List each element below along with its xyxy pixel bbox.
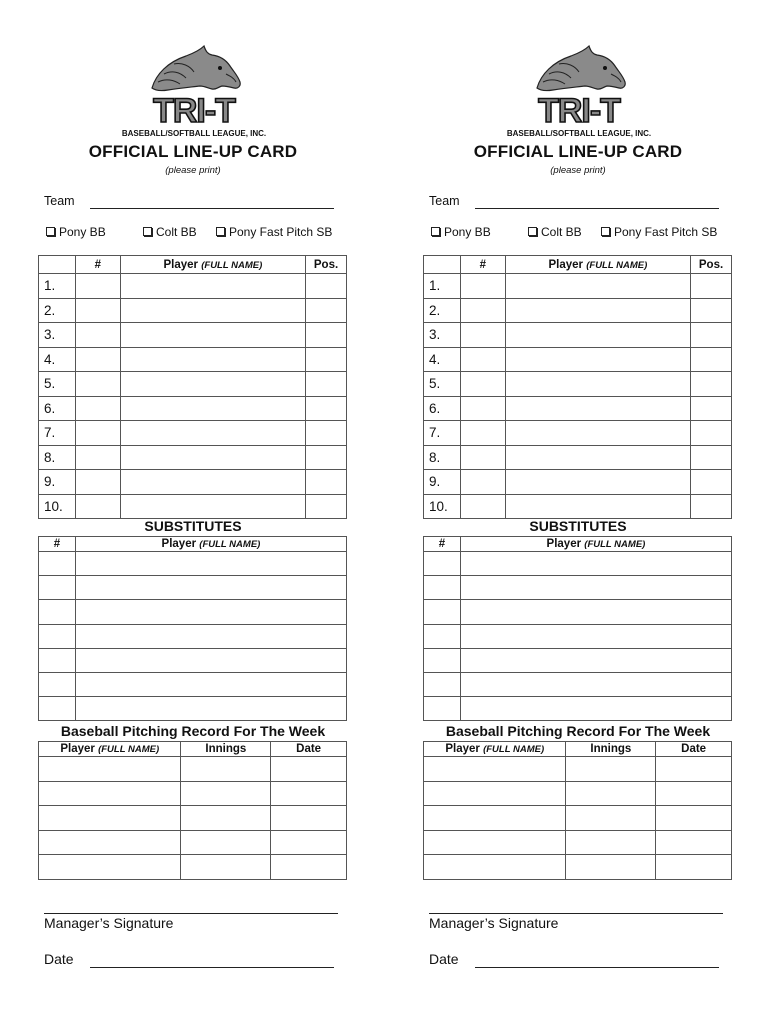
pitch-date-cell[interactable] [656, 855, 732, 880]
player-position-cell[interactable] [691, 347, 732, 372]
pitching-row [424, 757, 732, 782]
lineup-order: 7. [424, 421, 461, 446]
innings-cell[interactable] [566, 855, 656, 880]
substitutes-title: SUBSTITUTES [144, 518, 242, 534]
lineup-row [39, 396, 347, 421]
player-name-cell[interactable] [120, 323, 305, 348]
player-number-cell[interactable] [75, 421, 120, 446]
substitute-number-cell[interactable] [424, 648, 461, 672]
lineup-header-player: Player (FULL NAME) [505, 256, 690, 274]
player-position-cell[interactable] [306, 396, 347, 421]
tri-t-logo [121, 44, 267, 140]
substitute-name-cell[interactable] [75, 648, 346, 672]
pitch-date-cell[interactable] [656, 830, 732, 855]
lineup-row [424, 323, 732, 348]
player-position-cell[interactable] [306, 323, 347, 348]
subs-header-player: Player (FULL NAME) [75, 537, 346, 552]
pitcher-name-cell[interactable] [424, 757, 566, 782]
pitching-row [424, 855, 732, 880]
player-position-cell[interactable] [306, 347, 347, 372]
substitute-number-cell[interactable] [39, 600, 76, 624]
checkbox-icon[interactable] [601, 227, 610, 236]
subs-header-player: Player (FULL NAME) [460, 537, 731, 552]
innings-cell[interactable] [181, 806, 271, 831]
lineup-order: 9. [424, 470, 461, 495]
substitute-name-cell[interactable] [75, 672, 346, 696]
player-position-cell[interactable] [691, 274, 732, 299]
pitching-header-date: Date [271, 742, 347, 757]
player-position-cell[interactable] [691, 323, 732, 348]
substitute-name-cell[interactable] [460, 697, 731, 721]
league-option-colt-bb[interactable]: Colt BB [143, 225, 197, 239]
lineup-order: 3. [424, 323, 461, 348]
player-name-cell[interactable] [505, 323, 690, 348]
substitutes-table [38, 536, 347, 721]
substitute-row [39, 576, 347, 600]
substitute-name-cell[interactable] [460, 552, 731, 576]
manager-signature-field[interactable] [44, 913, 338, 914]
subs-header-number: # [424, 537, 461, 552]
date-label: Date [429, 951, 459, 967]
player-name-cell[interactable] [505, 347, 690, 372]
player-position-cell[interactable] [691, 298, 732, 323]
player-name-cell[interactable] [505, 470, 690, 495]
player-position-cell[interactable] [691, 445, 732, 470]
player-position-cell[interactable] [306, 274, 347, 299]
player-name-cell[interactable] [120, 470, 305, 495]
player-name-cell[interactable] [120, 347, 305, 372]
player-name-cell[interactable] [505, 372, 690, 397]
player-number-cell[interactable] [75, 470, 120, 495]
lineup-order: 10. [39, 494, 76, 519]
substitute-row [424, 552, 732, 576]
substitute-row [39, 600, 347, 624]
pitching-row [39, 806, 347, 831]
player-number-cell[interactable] [75, 445, 120, 470]
substitute-row [424, 624, 732, 648]
lineup-card-right [423, 0, 733, 1024]
player-number-cell[interactable] [460, 396, 505, 421]
tri-t-logo [506, 44, 652, 140]
pitching-row [39, 855, 347, 880]
innings-cell[interactable] [566, 830, 656, 855]
pitching-record-title: Baseball Pitching Record For The Week [445, 723, 711, 739]
pitching-header-date: Date [656, 742, 732, 757]
lineup-row [39, 347, 347, 372]
svg-text:TRI-T: TRI-T [538, 92, 620, 130]
substitute-name-cell[interactable] [460, 600, 731, 624]
substitute-name-cell[interactable] [460, 576, 731, 600]
lineup-row [424, 274, 732, 299]
pitcher-name-cell[interactable] [39, 830, 181, 855]
player-number-cell[interactable] [75, 298, 120, 323]
player-name-cell[interactable] [120, 421, 305, 446]
pitching-record-table [423, 741, 732, 880]
lineup-order: 7. [39, 421, 76, 446]
player-number-cell[interactable] [460, 421, 505, 446]
innings-cell[interactable] [566, 757, 656, 782]
pitcher-name-cell[interactable] [39, 855, 181, 880]
substitute-row [424, 576, 732, 600]
pitching-header-player: Player (FULL NAME) [39, 742, 181, 757]
substitute-number-cell[interactable] [424, 552, 461, 576]
player-name-cell[interactable] [120, 396, 305, 421]
horse-logo-icon [506, 44, 652, 140]
lineup-order: 5. [424, 372, 461, 397]
lineup-row [39, 421, 347, 446]
league-option-pony-fast-pitch-sb[interactable]: Pony Fast Pitch SB [216, 225, 332, 239]
lineup-row [39, 445, 347, 470]
innings-cell[interactable] [566, 781, 656, 806]
lineup-row [424, 347, 732, 372]
lineup-card-left [38, 0, 348, 1024]
card-subtitle: (please print) [165, 165, 221, 176]
substitute-row [39, 672, 347, 696]
lineup-row [424, 298, 732, 323]
date-field[interactable] [475, 967, 719, 968]
pitch-date-cell[interactable] [271, 757, 347, 782]
lineup-row [424, 396, 732, 421]
manager-signature-label: Manager’s Signature [429, 915, 559, 931]
substitute-row [424, 600, 732, 624]
player-position-cell[interactable] [306, 421, 347, 446]
player-name-cell[interactable] [505, 421, 690, 446]
horse-logo-icon [121, 44, 267, 140]
checkbox-icon[interactable] [143, 227, 152, 236]
card-title: OFFICIAL LINE-UP CARD [88, 142, 298, 161]
substitute-number-cell[interactable] [424, 576, 461, 600]
substitute-number-cell[interactable] [424, 624, 461, 648]
player-position-cell[interactable] [691, 372, 732, 397]
substitute-name-cell[interactable] [75, 552, 346, 576]
league-option-pony-bb[interactable]: Pony BB [46, 225, 106, 239]
checkbox-icon[interactable] [46, 227, 55, 236]
player-name-cell[interactable] [120, 445, 305, 470]
substitute-name-cell[interactable] [75, 600, 346, 624]
innings-cell[interactable] [181, 781, 271, 806]
innings-cell[interactable] [181, 830, 271, 855]
player-number-cell[interactable] [460, 274, 505, 299]
innings-cell[interactable] [181, 757, 271, 782]
substitute-number-cell[interactable] [39, 576, 76, 600]
lineup-row [39, 470, 347, 495]
pitcher-name-cell[interactable] [424, 855, 566, 880]
checkbox-icon[interactable] [528, 227, 537, 236]
substitute-number-cell[interactable] [39, 552, 76, 576]
team-field[interactable] [90, 208, 334, 209]
lineup-row [39, 298, 347, 323]
date-field[interactable] [90, 967, 334, 968]
lineup-header-position: Pos. [306, 256, 347, 274]
pitcher-name-cell[interactable] [424, 781, 566, 806]
player-position-cell[interactable] [691, 421, 732, 446]
player-number-cell[interactable] [75, 494, 120, 519]
pitch-date-cell[interactable] [271, 855, 347, 880]
lineup-order: 2. [39, 298, 76, 323]
pitch-date-cell[interactable] [271, 781, 347, 806]
pitcher-name-cell[interactable] [39, 757, 181, 782]
date-label: Date [44, 951, 74, 967]
lineup-header-number: # [460, 256, 505, 274]
pitching-row [424, 806, 732, 831]
lineup-order: 9. [39, 470, 76, 495]
player-name-cell[interactable] [505, 445, 690, 470]
team-label: Team [429, 194, 460, 208]
substitute-name-cell[interactable] [75, 624, 346, 648]
team-label: Team [44, 194, 75, 208]
innings-cell[interactable] [181, 855, 271, 880]
pitcher-name-cell[interactable] [39, 806, 181, 831]
substitute-number-cell[interactable] [39, 624, 76, 648]
lineup-row [424, 470, 732, 495]
svg-text:TRI-T: TRI-T [153, 92, 235, 130]
manager-signature-label: Manager’s Signature [44, 915, 174, 931]
lineup-order: 8. [39, 445, 76, 470]
substitute-name-cell[interactable] [460, 672, 731, 696]
player-name-cell[interactable] [120, 274, 305, 299]
player-name-cell[interactable] [505, 298, 690, 323]
player-position-cell[interactable] [306, 445, 347, 470]
substitute-row [424, 697, 732, 721]
substitute-number-cell[interactable] [39, 697, 76, 721]
lineup-row [424, 494, 732, 519]
lineup-header-position: Pos. [691, 256, 732, 274]
pitch-date-cell[interactable] [656, 781, 732, 806]
innings-cell[interactable] [566, 806, 656, 831]
checkbox-icon[interactable] [431, 227, 440, 236]
player-number-cell[interactable] [75, 274, 120, 299]
player-number-cell[interactable] [75, 323, 120, 348]
pitching-row [424, 830, 732, 855]
player-position-cell[interactable] [306, 494, 347, 519]
player-number-cell[interactable] [460, 323, 505, 348]
lineup-order: 1. [39, 274, 76, 299]
player-position-cell[interactable] [306, 298, 347, 323]
subs-header-number: # [39, 537, 76, 552]
player-position-cell[interactable] [691, 396, 732, 421]
pitching-record-title: Baseball Pitching Record For The Week [60, 723, 326, 739]
player-position-cell[interactable] [306, 372, 347, 397]
pitch-date-cell[interactable] [656, 757, 732, 782]
substitute-row [39, 697, 347, 721]
player-name-cell[interactable] [505, 396, 690, 421]
lineup-row [39, 323, 347, 348]
substitutes-table [423, 536, 732, 721]
svg-text:BASEBALL/SOFTBALL LEAGUE, INC.: BASEBALL/SOFTBALL LEAGUE, INC. [506, 129, 652, 138]
lineup-row [39, 274, 347, 299]
player-position-cell[interactable] [691, 470, 732, 495]
lineup-row [39, 372, 347, 397]
player-number-cell[interactable] [75, 396, 120, 421]
substitute-number-cell[interactable] [39, 648, 76, 672]
checkbox-icon[interactable] [216, 227, 225, 236]
lineup-order: 6. [424, 396, 461, 421]
lineup-order: 4. [39, 347, 76, 372]
pitching-header-innings: Innings [181, 742, 271, 757]
pitching-header-innings: Innings [566, 742, 656, 757]
player-number-cell[interactable] [460, 372, 505, 397]
lineup-order: 6. [39, 396, 76, 421]
lineup-table [38, 255, 347, 519]
player-name-cell[interactable] [505, 494, 690, 519]
card-title: OFFICIAL LINE-UP CARD [473, 142, 683, 161]
substitute-name-cell[interactable] [75, 576, 346, 600]
player-number-cell[interactable] [460, 494, 505, 519]
lineup-order: 3. [39, 323, 76, 348]
substitute-name-cell[interactable] [75, 697, 346, 721]
lineup-order: 2. [424, 298, 461, 323]
pitcher-name-cell[interactable] [424, 806, 566, 831]
lineup-order: 8. [424, 445, 461, 470]
substitute-number-cell[interactable] [424, 672, 461, 696]
pitch-date-cell[interactable] [271, 806, 347, 831]
lineup-row [424, 372, 732, 397]
pitcher-name-cell[interactable] [424, 830, 566, 855]
pitch-date-cell[interactable] [656, 806, 732, 831]
substitutes-title: SUBSTITUTES [529, 518, 627, 534]
lineup-order: 10. [424, 494, 461, 519]
league-option-pony-fast-pitch-sb[interactable]: Pony Fast Pitch SB [601, 225, 717, 239]
pitcher-name-cell[interactable] [39, 781, 181, 806]
substitute-number-cell[interactable] [39, 672, 76, 696]
player-number-cell[interactable] [460, 445, 505, 470]
pitching-row [39, 830, 347, 855]
player-number-cell[interactable] [75, 347, 120, 372]
player-number-cell[interactable] [460, 470, 505, 495]
player-position-cell[interactable] [306, 470, 347, 495]
pitching-row [39, 757, 347, 782]
manager-signature-field[interactable] [429, 913, 723, 914]
league-option-pony-bb[interactable]: Pony BB [431, 225, 491, 239]
pitching-record-table [38, 741, 347, 880]
lineup-row [424, 445, 732, 470]
player-position-cell[interactable] [691, 494, 732, 519]
substitute-number-cell[interactable] [424, 600, 461, 624]
lineup-row [39, 494, 347, 519]
lineup-order: 4. [424, 347, 461, 372]
lineup-order: 1. [424, 274, 461, 299]
lineup-header-player: Player (FULL NAME) [120, 256, 305, 274]
league-option-colt-bb[interactable]: Colt BB [528, 225, 582, 239]
player-number-cell[interactable] [75, 372, 120, 397]
substitute-row [39, 648, 347, 672]
lineup-row [424, 421, 732, 446]
substitute-row [424, 648, 732, 672]
pitching-row [39, 781, 347, 806]
player-name-cell[interactable] [120, 372, 305, 397]
pitching-header-player: Player (FULL NAME) [424, 742, 566, 757]
substitute-name-cell[interactable] [460, 648, 731, 672]
substitute-row [39, 552, 347, 576]
pitching-row [424, 781, 732, 806]
player-name-cell[interactable] [120, 298, 305, 323]
player-number-cell[interactable] [460, 298, 505, 323]
substitute-number-cell[interactable] [424, 697, 461, 721]
player-number-cell[interactable] [460, 347, 505, 372]
player-name-cell[interactable] [120, 494, 305, 519]
player-name-cell[interactable] [505, 274, 690, 299]
card-subtitle: (please print) [550, 165, 606, 176]
lineup-table [423, 255, 732, 519]
substitute-row [424, 672, 732, 696]
substitute-name-cell[interactable] [460, 624, 731, 648]
pitch-date-cell[interactable] [271, 830, 347, 855]
lineup-header-number: # [75, 256, 120, 274]
team-field[interactable] [475, 208, 719, 209]
substitute-row [39, 624, 347, 648]
lineup-order: 5. [39, 372, 76, 397]
svg-text:BASEBALL/SOFTBALL LEAGUE, INC.: BASEBALL/SOFTBALL LEAGUE, INC. [121, 129, 267, 138]
